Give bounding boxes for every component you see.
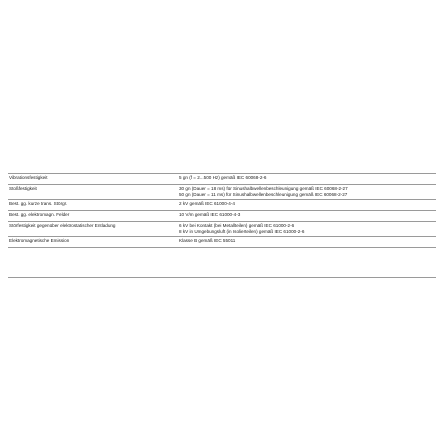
spec-table xyxy=(8,173,436,248)
spec-value: 50 gn (Dauer = 11 ms) für Sinushalbwellenbeschleunigung gemäß IEC 60068-2-27 xyxy=(179,192,348,197)
spec-label: Elektromagnetische Emission xyxy=(9,238,70,243)
spec-row-shock xyxy=(8,185,436,200)
spec-label: Vibrationsfestigkeit xyxy=(9,175,48,180)
spec-values xyxy=(179,212,436,220)
spec-row-vibration xyxy=(8,173,436,185)
spec-row-burst xyxy=(8,200,436,211)
spec-label: Stoßfestigkeit xyxy=(9,186,37,191)
spec-value: 2 kV gemäß IEC 61000-4-4 xyxy=(179,201,235,206)
spec-row-em-fields xyxy=(8,211,436,222)
spec-value: 10 V/m gemäß IEC 61000-4-3 xyxy=(179,212,241,217)
spec-value: 8 kV in Umgebungsluft (in Isolierteilen) gemäß IEC 61000-2-6 xyxy=(179,229,305,234)
spec-value: 6 kV bei Kontakt (bei Metallteilen) gemäß IEC 61000-2-6 xyxy=(179,223,295,228)
spec-values xyxy=(179,186,436,198)
spec-row-emission xyxy=(8,237,436,248)
spec-value: Klasse B gemäß IEC 55011 xyxy=(179,238,236,243)
spec-value: 30 gn (Dauer = 18 ms) für Sinushalbwellenbeschleunigung gemäß IEC 60068-2-27 xyxy=(179,186,348,191)
spec-label: Störfestigkeit gegenüber elektrostatischer Entladung xyxy=(9,223,116,228)
spec-values xyxy=(179,201,436,209)
bottom-divider xyxy=(8,277,436,278)
spec-value: 5 gn (f = 2...500 Hz) gemäß IEC 60068-2-6 xyxy=(179,175,267,180)
spec-label: Best. gg. kurze trans. Störgr. xyxy=(9,201,68,206)
spec-values xyxy=(179,175,436,183)
spec-row-esd xyxy=(8,222,436,237)
spec-values xyxy=(179,238,436,246)
spec-values xyxy=(179,223,436,235)
spec-label: Best. gg. elektromagn. Felder xyxy=(9,212,70,217)
